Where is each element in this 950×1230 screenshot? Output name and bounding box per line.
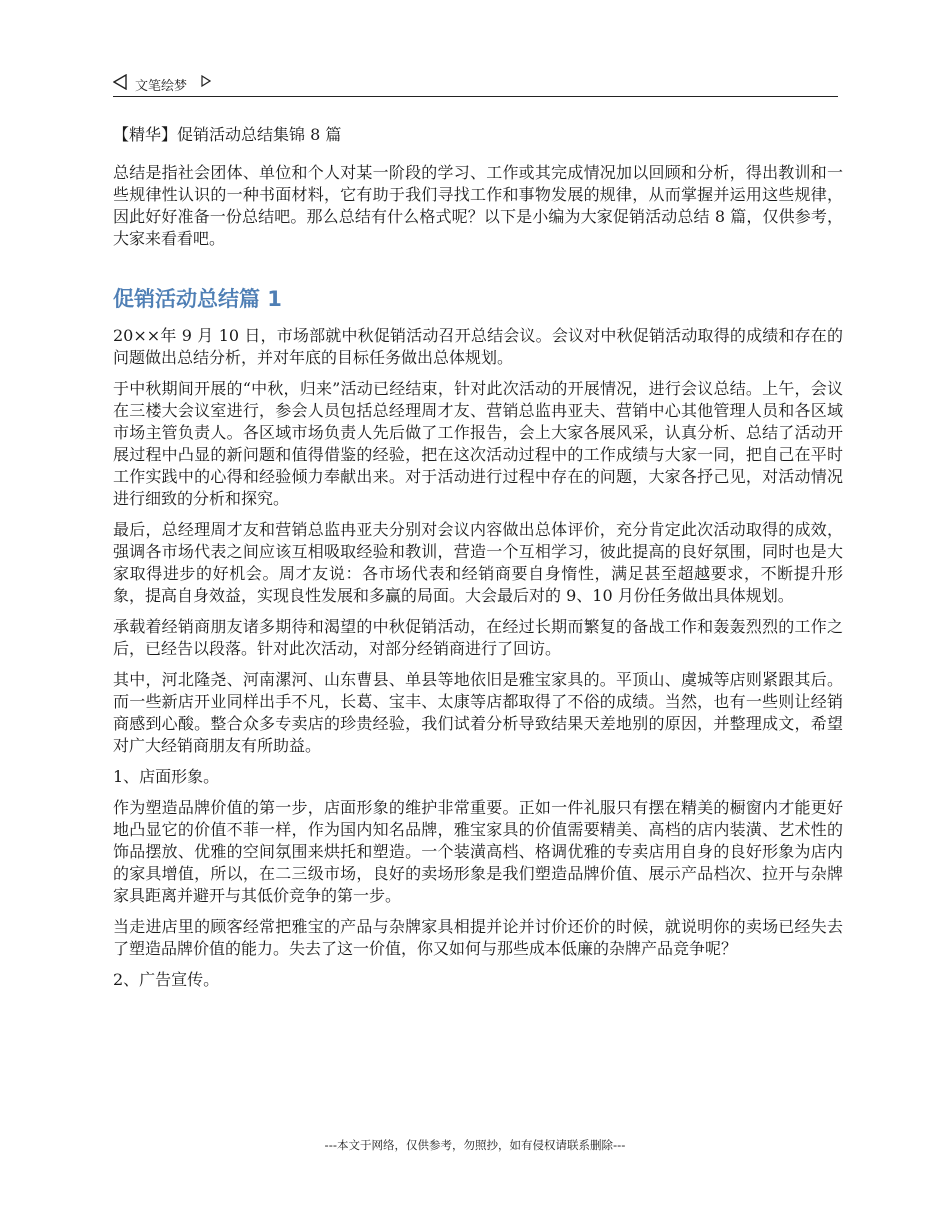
list-heading: 2、广告宣传。 bbox=[113, 970, 220, 989]
paragraph: 作为塑造品牌价值的第一步，店面形象的维护非常重要。正如一件礼服只有摆在精美的橱窗内才能更好地凸显它的价值不菲一样，作为国内知名品牌，雅宝家具的价值需要精美、高档的店内装潢、艺术性的饰品摆放、优雅的空间氛围来烘托和塑造。一个装潢高档、格调优雅的专卖店用自身的良好形象为店内的家具增值，所以，在二三级市场，良好的卖场形象是我们塑造品牌价值、展示产品档次、拉开与杂牌家具距离并避开与其低价竞争的第一步。 bbox=[113, 798, 843, 905]
paragraph: 当走进店里的顾客经常把雅宝的产品与杂牌家具相提并论并讨价还价的时候，就说明你的卖场已经失去了塑造品牌价值的能力。失去了这一价值，你又如何与那些成本低廉的杂牌产品竞争呢？ bbox=[113, 917, 843, 958]
document-body bbox=[113, 124, 843, 1000]
header-title: 文笔绘梦 bbox=[135, 79, 188, 94]
paragraph: 于中秋期间开展的“中秋，归来”活动已经结束，针对此次活动的开展情况，进行会议总结。上午，会议在三楼大会议室进行，参会人员包括总经理周才友、营销总监冉亚夫、营销中心其他管理人员和各区域市场主管负责人。各区域市场负责人先后做了工作报告，会上大家各展风采，认真分析、总结了活动开展过程中凸显的新问题和值得借鉴的经验，把在这次活动过程中的工作成绩与大家一同，把自己在平时工作实践中的心得和经验倾力奉献出来。对于活动进行过程中存在的问题，大家各抒己见，对活动情况进行细致的分析和探究。 bbox=[113, 379, 843, 508]
paragraph: 最后，总经理周才友和营销总监冉亚夫分别对会议内容做出总体评价，充分肯定此次活动取得的成效，强调各市场代表之间应该互相吸取经验和教训，营造一个互相学习，彼此提高的良好氛围，同时也是大家取得进步的好机会。周才友说：各市场代表和经销商要自身惰性，满足甚至超越要求，不断提升形象，提高自身效益，实现良性发展和多赢的局面。大会最后对的 9、10 月份任务做出具体规划。 bbox=[113, 520, 843, 605]
document-title: 【精华】促销活动总结集锦 8 篇 bbox=[113, 125, 342, 144]
section-heading: 促销活动总结篇 1 bbox=[113, 287, 282, 311]
list-heading: 1、店面形象。 bbox=[113, 767, 220, 786]
triangle-left-icon bbox=[113, 74, 127, 90]
triangle-right-icon bbox=[201, 75, 211, 87]
footer-disclaimer: ---本文于网络，仅供参考，勿照抄，如有侵权请联系删除--- bbox=[324, 1138, 626, 1152]
paragraph: 其中，河北隆尧、河南漯河、山东曹县、单县等地依旧是雅宝家具的。平顶山、虞城等店则紧跟其后。而一些新店开业同样出手不凡，长葛、宝丰、太康等店都取得了不俗的成绩。当然，也有一些则让经销商感到心酸。整合众多专卖店的珍贵经验，我们试着分析导致结果天差地别的原因，并整理成文，希望对广大经销商朋友有所助益。 bbox=[113, 670, 843, 755]
paragraph: 承载着经销商朋友诸多期待和渴望的中秋促销活动，在经过长期而繁复的备战工作和轰轰烈烈的工作之后，已经告以段落。针对此次活动，对部分经销商进行了回访。 bbox=[113, 617, 843, 658]
paragraph: 20××年 9 月 10 日，市场部就中秋促销活动召开总结会议。会议对中秋促销活动取得的成绩和存在的问题做出总结分析，并对年底的目标任务做出总体规划。 bbox=[113, 326, 843, 367]
intro-paragraph: 总结是指社会团体、单位和个人对某一阶段的学习、工作或其完成情况加以回顾和分析，得出教训和一些规律性认识的一种书面材料，它有助于我们寻找工作和事物发展的规律，从而掌握并运用这些规律，因此好好准备一份总结吧。那么总结有什么格式呢？以下是小编为大家促销活动总结 8 篇，仅供参考，大家来看看吧。 bbox=[113, 163, 843, 248]
page-header bbox=[113, 70, 838, 97]
